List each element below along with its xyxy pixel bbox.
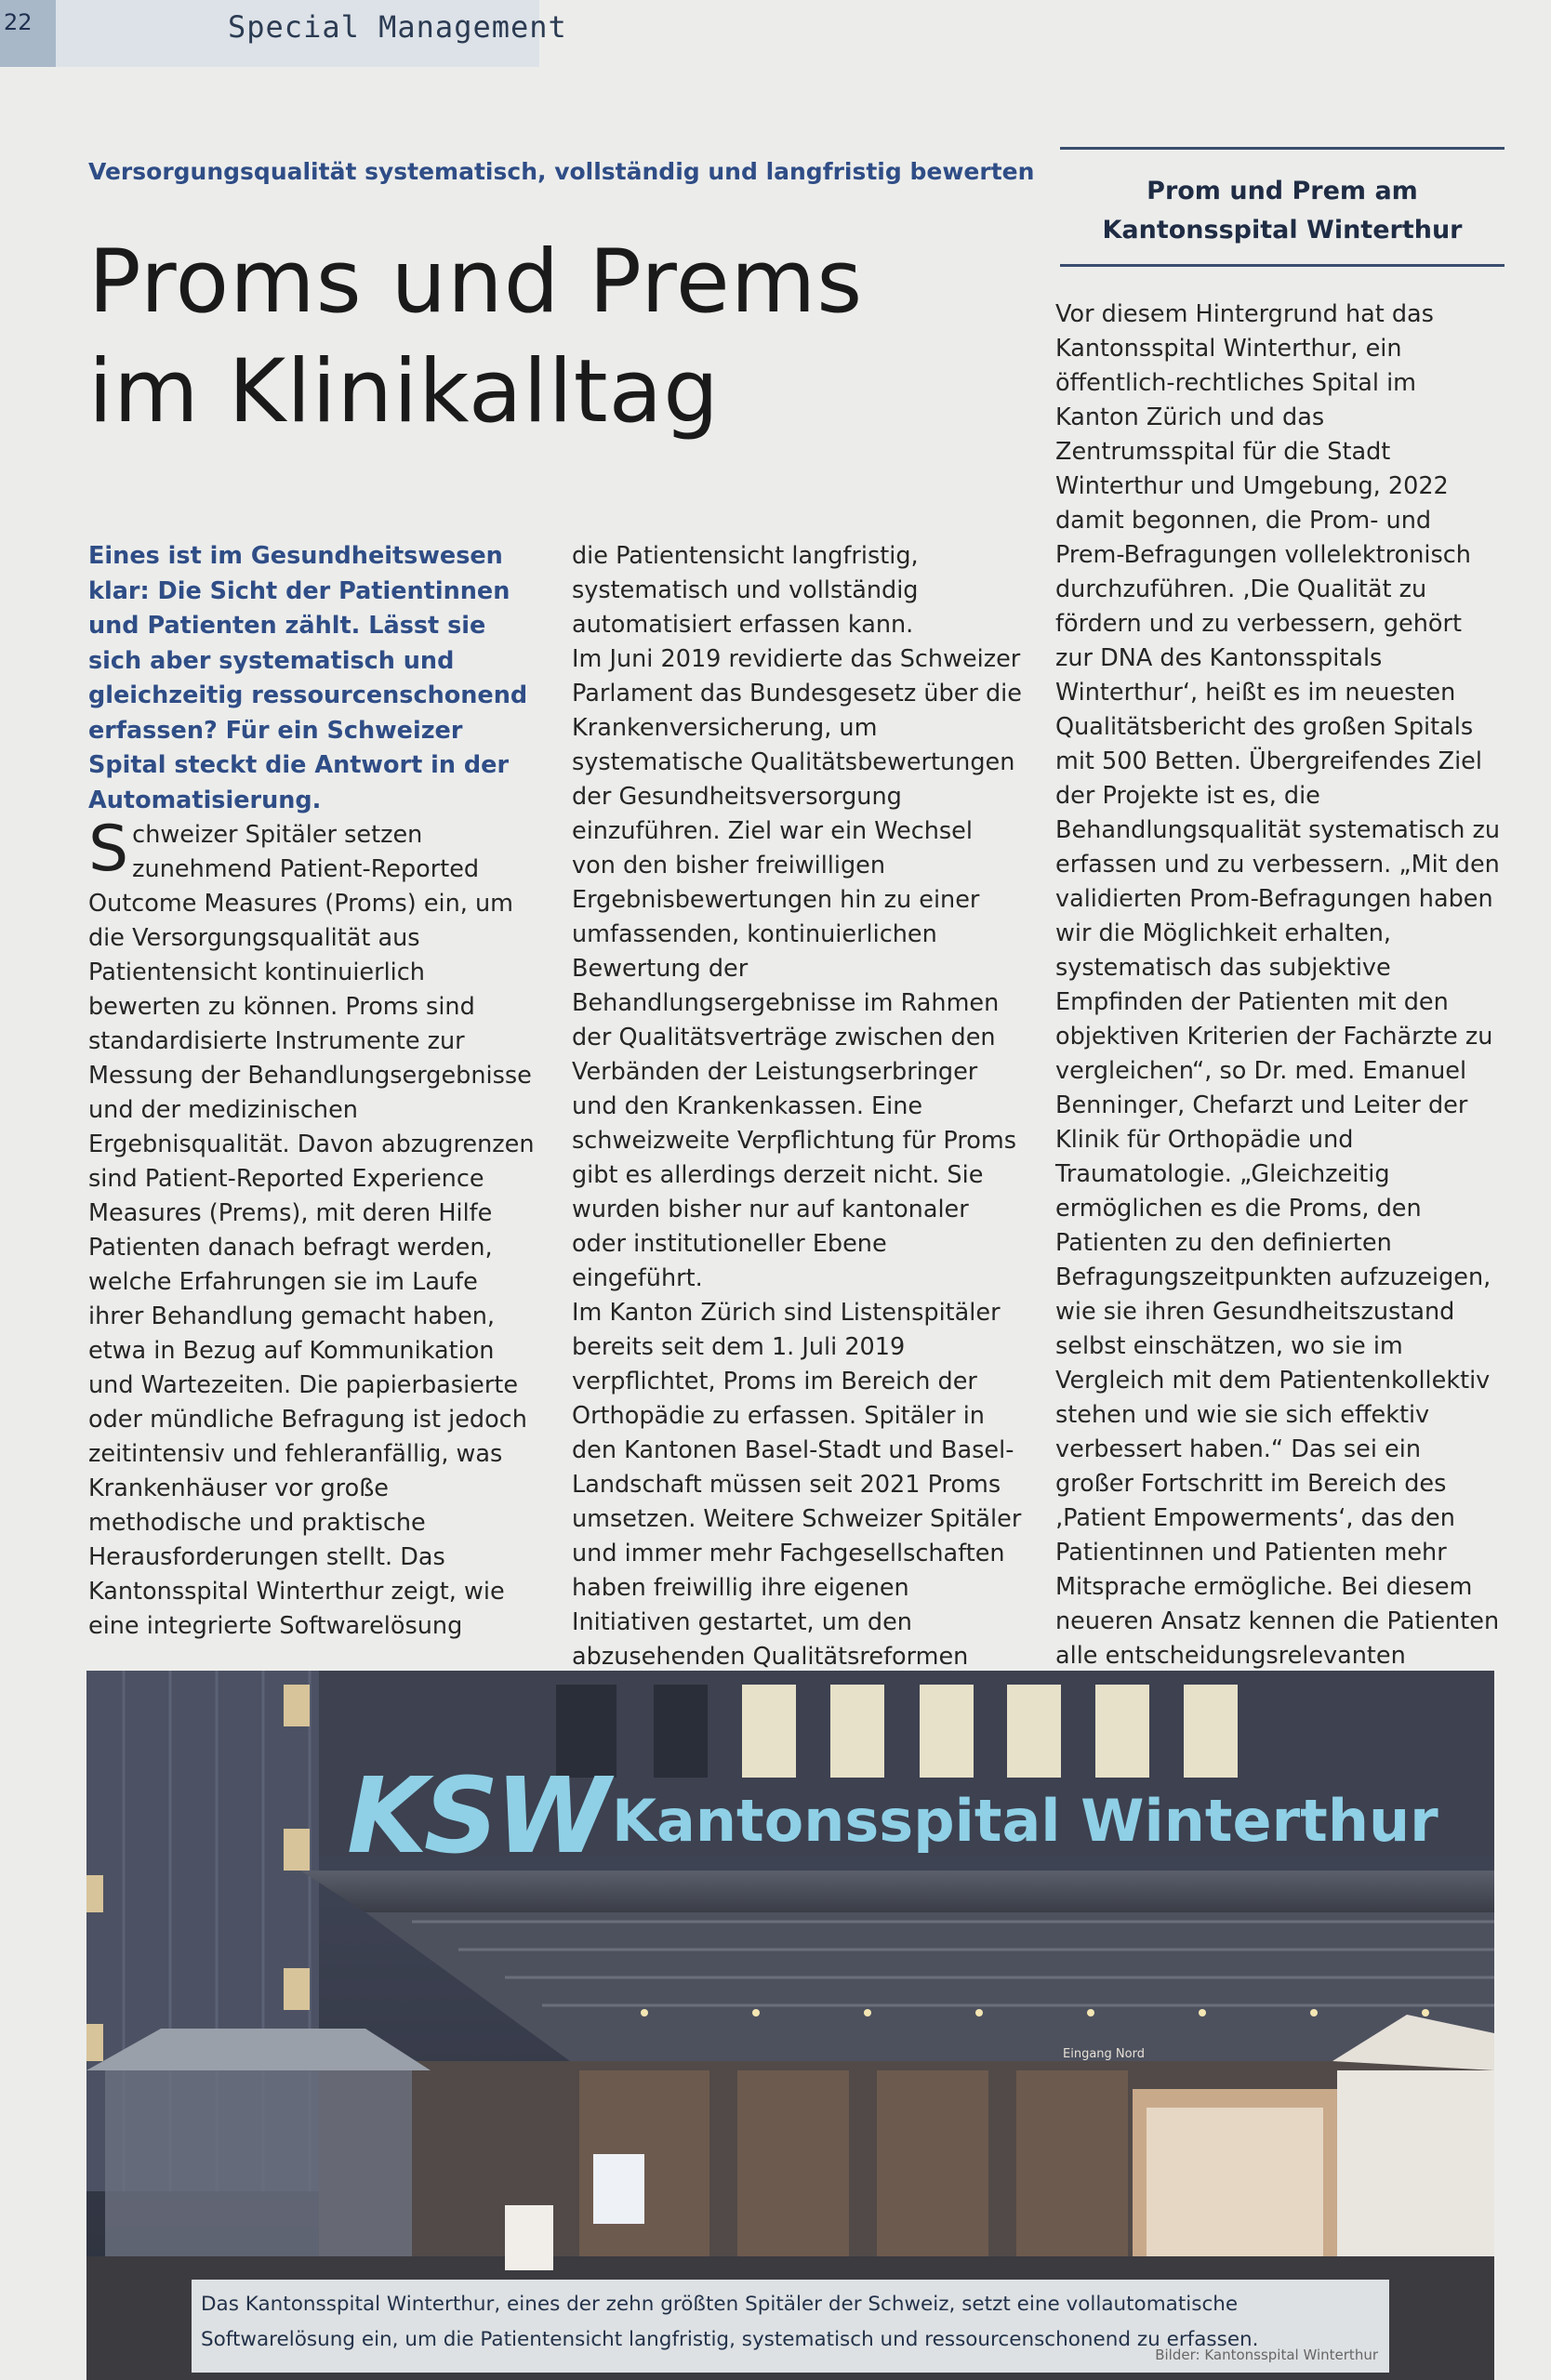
sidebar-rule-top [1060,147,1505,150]
headline-line-1: Proms und Prems [88,231,864,333]
section-label: Special Management [228,9,567,45]
entrance-sign: Eingang Nord [1063,2047,1145,2061]
page-number: 22 [4,9,33,35]
headline-line-2: im Klinikalltag [88,341,720,443]
sidebar-rule-bottom [1060,264,1505,267]
article-headline [88,228,1018,447]
body-paragraph: die Patientensicht langfristig, systematisch und vollständig automatisiert erfassen kann. [572,542,919,639]
body-paragraph [88,813,539,1644]
hospital-name-sign: Kantonsspital Winterthur [612,1787,1438,1855]
body-paragraph: Im Juni 2019 revidierte das Schweizer Parlament das Bundesgesetz über die Krankenversicherung, um systematische Qualitätsbewertungen der Gesundheitsversorgung einzuführen. Ziel war ein Wechsel von den bisher freiwilligen Ergebnisbewertungen hin zu einer umfassenden, kontinuierlichen Bewertung der Behandlungsergebnisse im Rahmen der Qualitätsverträge zwischen den Verbänden der Leistungserbringer und den Krankenkassen. Eine schweizweite Verpflichtung für Proms gibt es allerdings derzeit nicht. Sie wurden bisher nur auf kantonaler oder institutioneller Ebene eingeführt. [572,645,1022,1292]
body-paragraph: Im Kanton Zürich sind Listenspitäler bereits seit dem 1. Juli 2019 verpflichtet, Proms im Bereich der Orthopädie zu erfassen. Spitäler in den Kantonen Basel-Stadt und Basel-Landschaft müssen seit 2021 Proms umsetzen. Weitere Schweizer Spitäler und immer mehr Fachgesellschaften haben freiwillig ihre eigenen Initiativen gestartet, um den abzusehenden Qualitätsreformen [572,1299,1022,1671]
hospital-building-illustration [86,1671,1494,2380]
drop-cap: S [88,813,129,886]
body-column-2 [572,539,1023,1709]
sidebar-title-line-2: Kantonsspital Winterthur [1102,216,1463,245]
ksw-logo: KSW [347,1756,606,1877]
sidebar-title-line-1: Prom und Prem am [1147,177,1418,205]
body-text: chweizer Spitäler setzen zunehmend Patient-Reported Outcome Measures (Proms) ein, um die Versorgungsqualität aus Patientensicht kontinuierlich bewerten zu können. Proms sind standardisierte Instrumente zur Messung der Behandlungsergebnisse und der medizinischen Ergebnisqualität. Davon abzugrenzen sind Patient-Reported Experience Measures (Prems), mit deren Hilfe Patienten danach befragt werden, welche Erfahrungen sie im Laufe ihrer Behandlung gemacht haben, etwa in Bezug auf Kommunikation und Wartezeiten. Die papierbasierte oder mündliche Befragung ist jedoch zeitintensiv und fehleranfällig, was Krankenhäuser vor große methodische und praktische Herausforderungen stellt. Das Kantonsspital Winterthur zeigt, wie eine integrierte Softwarelösung [88,821,535,1640]
article-kicker: Versorgungsqualität systematisch, vollständig und langfristig bewerten [88,158,1035,185]
photo-credit: Bilder: Kantonsspital Winterthur [1155,2347,1378,2363]
article-lead: Eines ist im Gesundheitswesen klar: Die Sicht der Patientinnen und Patienten zählt. Lässt sie sich aber systematisch und gleichzeitig ressourcenschonend erfassen? Für ein Schweizer Spital steckt die Antwort in der Automatisierung. [88,542,528,814]
photo-caption-box [192,2280,1389,2373]
sidebar-title [1060,172,1505,250]
hospital-photo [86,1671,1494,2380]
body-paragraph: Vor diesem Hintergrund hat das Kantonsspital Winterthur, ein öffentlich-rechtliches Spital im Kanton Zürich und das Zentrumsspital für die Stadt Winterthur und Umgebung, 2022 damit begonnen, die Prom- und Prem-Befragungen vollelektronisch durchzuführen. ‚Die Qualität zu fördern und zu verbessern, gehört zur DNA des Kantonsspitals Winterthur‘, heißt es im neuesten Qualitätsbericht des großen Spitals mit 500 Betten. Übergreifendes Ziel der Projekte ist es, die Behandlungsqualität systematisch zu erfassen und zu verbessern. „Mit den validierten Prom-Befragungen haben wir die Möglichkeit erhalten, systematisch das subjektive Empfinden der Patienten mit den objektiven Kriterien der Fachärzte zu vergleichen“, so Dr. med. Emanuel Benninger, Chefarzt und Leiter der Klinik für Orthopädie und Traumatologie. „Gleichzeitig ermöglichen es die Proms, den Patienten zu den definierten Befragungszeitpunkten aufzuzeigen, wie sie ihren Gesundheitszustand selbst einschätzen, wo sie im Vergleich mit dem Patientenkollektiv stehen und wie sie sich effektiv verbessert haben.“ Das sei ein großer Fortschritt im Bereich des ‚Patient Empowerments‘, das den Patientinnen und Patienten mehr Mitsprache ermögliche. Bei diesem neueren Ansatz kennen die Patienten alle entscheidungsrelevanten [1055,300,1501,1670]
body-column-1 [88,813,539,1644]
photo-caption: Das Kantonsspital Winterthur, eines der zehn größten Spitäler der Schweiz, setzt eine vollautomatische Softwarelösung ein, um die Patientensicht langfristig, systematisch und ressourcenschonend zu erfassen. [201,2293,1259,2351]
sidebar-text [1055,298,1502,1708]
